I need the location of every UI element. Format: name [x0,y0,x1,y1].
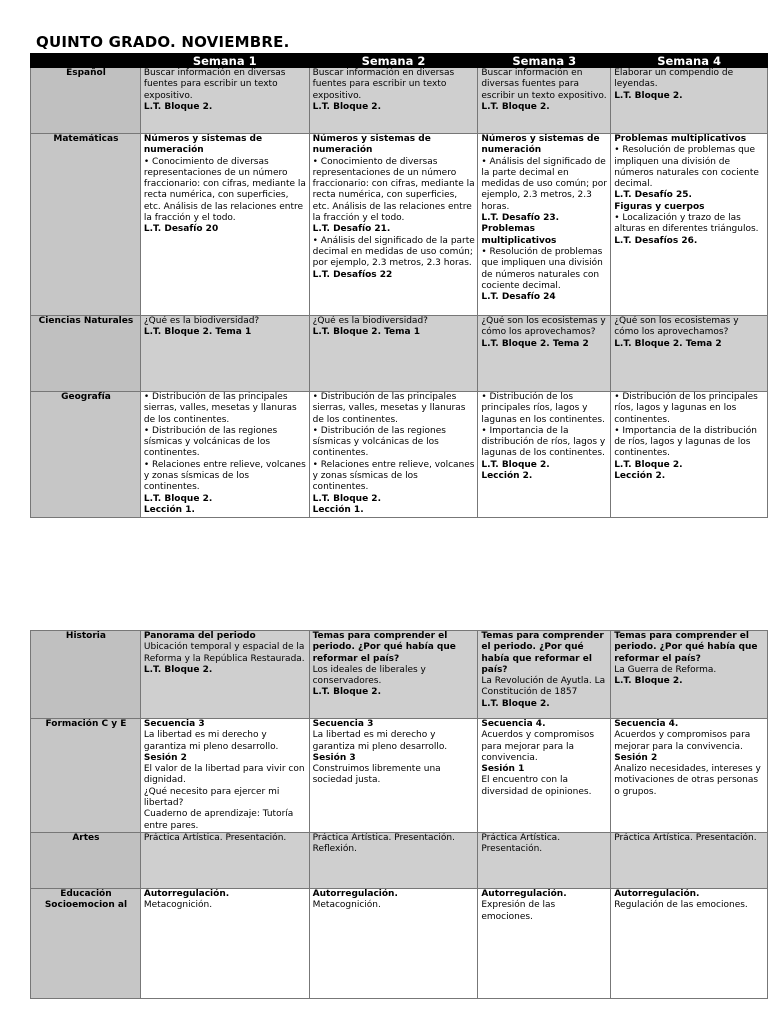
cell-text: Buscar información en diversas fuentes para escribir un texto expositivo. [143,68,286,101]
subject-row-historia [31,631,768,719]
cell-bold-text: Sesión 2 [614,752,658,763]
cell-text: • Importancia de la distribución de ríos, lagos y lagunas de los continentes. [614,425,757,459]
cell-text: El encuentro con la diversidad de opiniones. [481,775,592,797]
cell-bold-text: L.T. Bloque 2. [614,459,683,470]
planning-table-top [30,53,768,518]
cell-text: Metacognición. [143,900,213,911]
cell-bold-text: L.T. Bloque 2. [312,101,381,112]
week-cell [478,631,611,719]
cell-text: Práctica Artística. Presentación. [614,832,757,843]
week-cell [611,719,768,833]
cell-text: Metacognición. [312,900,381,911]
week-header-row [31,54,768,68]
week-cell [309,68,478,134]
subject-label: Formación C y E [31,719,141,833]
cell-bold-text: Sesión 2 [143,752,187,763]
cell-text: • Relaciones entre relieve, volcanes y zonas sísmicas de los continentes. [143,459,306,493]
cell-text: • Análisis del significado de la parte decimal en medidas de uso común; por ejemplo, 2.3 metros, 2.3 horas. [481,156,607,212]
cell-bold-text: L.T. Desafíos 22 [312,269,393,280]
cell-bold-text: L.T. Bloque 2. [481,459,550,470]
week-cell [478,832,611,888]
week-cell [309,719,478,833]
subject-label: Historia [31,631,141,719]
cell-text: • Análisis del significado de la parte decimal en medidas de uso común; por ejemplo, 2.3 metros, 2.3 horas. [312,235,475,269]
cell-bold-text: Figuras y cuerpos [614,201,705,212]
page-title: QUINTO GRADO. NOVIEMBRE. [36,33,290,51]
cell-text: La Guerra de Reforma. [614,664,717,675]
cell-bold-text: L.T. Bloque 2. Tema 1 [143,327,252,338]
week-cell [611,631,768,719]
cell-bold-text: Lección 2. [481,471,533,482]
week-cell [309,832,478,888]
subject-row-socioemocional [31,888,768,998]
week-cell [478,68,611,134]
cell-bold-text: L.T. Bloque 2. [143,101,213,112]
subject-label: Ciencias Naturales [31,316,141,392]
cell-text: Elaborar un compendio de leyendas. [614,68,734,90]
week-cell [140,888,309,998]
cell-bold-text: Lección 2. [614,471,666,482]
week-cell [478,719,611,833]
subject-label: Español [31,68,141,134]
cell-text: La Revolución de Ayutla. La Constitución de 1857 [481,676,606,698]
cell-text: • Importancia de la distribución de ríos, lagos y lagunas de los continentes. [481,425,606,459]
week-cell [309,134,478,316]
week-header: Semana 2 [309,54,478,68]
cell-bold-text: Números y sistemas de numeración [143,134,263,156]
cell-bold-text: Problemas multiplicativos [614,134,747,144]
week-cell [309,631,478,719]
cell-bold-text: Autorregulación. [481,888,567,899]
cell-text: Práctica Artística. Presentación. Reflexión. [312,832,455,855]
cell-text: El valor de la libertad para vivir con dignidad. [143,764,305,786]
cell-text: La libertad es mi derecho y garantiza mi pleno desarrollo. [312,730,448,752]
week-cell [478,134,611,316]
cell-bold-text: L.T. Bloque 2. [312,493,381,504]
cell-bold-text: Panorama del periodo [143,631,256,641]
cell-text: • Distribución de las principales sierras, valles, mesetas y llanuras de los continentes. [143,392,297,425]
subject-row-geografia [31,392,768,518]
cell-bold-text: Lección 1. [312,504,364,515]
cell-text: ¿Qué necesito para ejercer mi libertad? [143,786,280,809]
cell-bold-text: Secuencia 4. [481,719,546,729]
cell-text: Analizo necesidades, intereses y motivaciones de otras personas o grupos. [614,764,761,797]
cell-bold-text: L.T. Bloque 2. Tema 2 [614,338,722,349]
cell-bold-text: Secuencia 3 [312,719,374,729]
subject-row-matematicas [31,134,768,316]
cell-bold-text: L.T. Bloque 2. [614,90,683,101]
week-cell [611,888,768,998]
subject-label: Artes [31,832,141,888]
cell-text: • Relaciones entre relieve, volcanes y zonas sísmicas de los continentes. [312,459,475,493]
cell-bold-text: L.T. Desafío 24 [481,292,556,303]
cell-text: Práctica Artística. Presentación. [143,832,287,843]
week-cell [611,316,768,392]
cell-text: ¿Qué son los ecosistemas y cómo los aprovechamos? [481,316,606,338]
cell-text: • Distribución de los principales ríos, lagos y lagunas en los continentes. [614,392,758,425]
week-cell [478,316,611,392]
week-cell [611,392,768,518]
week-cell [140,392,309,518]
subject-row-espanol [31,68,768,134]
cell-bold-text: L.T. Bloque 2. [143,664,213,675]
cell-text: Regulación de las emociones. [614,900,748,911]
week-cell [140,316,309,392]
cell-bold-text: Sesión 3 [312,752,356,763]
cell-bold-text: L.T. Bloque 2. [143,493,213,504]
week-cell [309,316,478,392]
cell-text: La libertad es mi derecho y garantiza mi pleno desarrollo. [143,730,279,752]
cell-bold-text: L.T. Desafíos 26. [614,235,698,246]
cell-bold-text: Números y sistemas de numeración [481,134,600,156]
cell-bold-text: Autorregulación. [143,888,230,899]
cell-text: • Localización y trazo de las alturas en diferentes triángulos. [614,213,759,235]
subject-row-formacion [31,719,768,833]
cell-text: • Distribución de las regiones sísmicas y volcánicas de los continentes. [143,425,278,459]
cell-text: ¿Qué son los ecosistemas y cómo los aprovechamos? [614,316,739,338]
cell-text: ¿Qué es la biodiversidad? [143,316,260,326]
cell-text: Buscar información en diversas fuentes para escribir un texto expositivo. [312,68,455,101]
cell-text: ¿Qué es la biodiversidad? [312,316,428,326]
cell-bold-text: L.T. Bloque 2. [614,676,683,687]
header-blank [31,54,141,68]
week-cell [140,134,309,316]
cell-bold-text: Secuencia 3 [143,719,205,729]
cell-text: Expresión de las emociones. [481,900,556,922]
cell-bold-text: L.T. Bloque 2. [481,698,550,709]
week-cell [309,888,478,998]
cell-bold-text: L.T. Desafío 23. [481,213,560,224]
week-cell [140,68,309,134]
cell-bold-text: L.T. Desafío 20 [143,224,219,235]
cell-bold-text: L.T. Desafío 25. [614,190,692,201]
cell-text: Práctica Artística. Presentación. [481,832,561,855]
cell-text: • Resolución de problemas que impliquen una división de números naturales con cociente decimal. [481,246,603,291]
cell-bold-text: Problemas multiplicativos [481,224,557,246]
cell-text: • Distribución de las principales sierras, valles, mesetas y llanuras de los continentes. [312,392,466,425]
cell-bold-text: Secuencia 4. [614,719,679,729]
week-header: Semana 3 [478,54,611,68]
cell-bold-text: Números y sistemas de numeración [312,134,431,156]
cell-bold-text: L.T. Bloque 2. Tema 2 [481,338,589,349]
cell-bold-text: Temas para comprender el periodo. ¿Por qué había que reformar el país? [312,631,456,664]
cell-text: Construimos libremente una sociedad justa. [312,764,441,786]
week-cell [140,631,309,719]
subject-label: Geografía [31,392,141,518]
cell-bold-text: Autorregulación. [614,888,700,899]
cell-text: Ubicación temporal y espacial de la Reforma y la República Restaurada. [143,642,305,664]
cell-bold-text: L.T. Bloque 2. Tema 1 [312,327,421,338]
cell-text: Buscar información en diversas fuentes para escribir un texto expositivo. [481,68,607,101]
week-cell [478,888,611,998]
week-cell [140,719,309,833]
week-header: Semana 4 [611,54,768,68]
cell-text: • Conocimiento de diversas representaciones de un número fraccionario: con cifras, mediante la recta numérica, con superficies, etc. Análisis de las relaciones entre la fracción y el todo. [312,156,475,224]
week-cell [478,392,611,518]
cell-bold-text: Temas para comprender el periodo. ¿Por qué había que reformar el país? [481,631,604,675]
cell-text: Acuerdos y compromisos para mejorar para la convivencia. [614,730,751,752]
cell-bold-text: Temas para comprender el periodo. ¿Por qué había que reformar el país? [614,631,758,664]
cell-text: • Distribución de las regiones sísmicas y volcánicas de los continentes. [312,425,446,459]
week-cell [611,68,768,134]
week-cell [611,134,768,316]
week-cell [309,392,478,518]
week-cell [140,832,309,888]
cell-bold-text: Autorregulación. [312,888,398,899]
subject-label: Educación Socioemocion al [31,888,141,998]
week-cell [611,832,768,888]
cell-bold-text: Sesión 1 [481,764,525,775]
subject-row-ciencias-naturales [31,316,768,392]
cell-text: Los ideales de liberales y conservadores. [312,664,426,687]
cell-bold-text: Lección 1. [143,504,195,515]
cell-bold-text: L.T. Bloque 2. [481,101,550,112]
subject-row-artes [31,832,768,888]
planning-table-bottom [30,630,768,999]
cell-text: • Resolución de problemas que impliquen una división de números naturales con cociente decimal. [614,145,759,190]
cell-text: • Conocimiento de diversas representaciones de un número fraccionario: con cifras, mediante la recta numérica, con superficies, etc. Análisis de las relaciones entre la fracción y el todo. [143,156,306,224]
week-header: Semana 1 [140,54,309,68]
cell-text: • Distribución de los principales ríos, lagos y lagunas en los continentes. [481,392,605,425]
subject-label: Matemáticas [31,134,141,316]
cell-bold-text: L.T. Desafío 21. [312,224,391,235]
cell-text: Cuaderno de aprendizaje: Tutoría entre pares. [143,809,294,831]
cell-text: Acuerdos y compromisos para mejorar para la convivencia. [481,730,595,763]
cell-bold-text: L.T. Bloque 2. [312,687,381,698]
